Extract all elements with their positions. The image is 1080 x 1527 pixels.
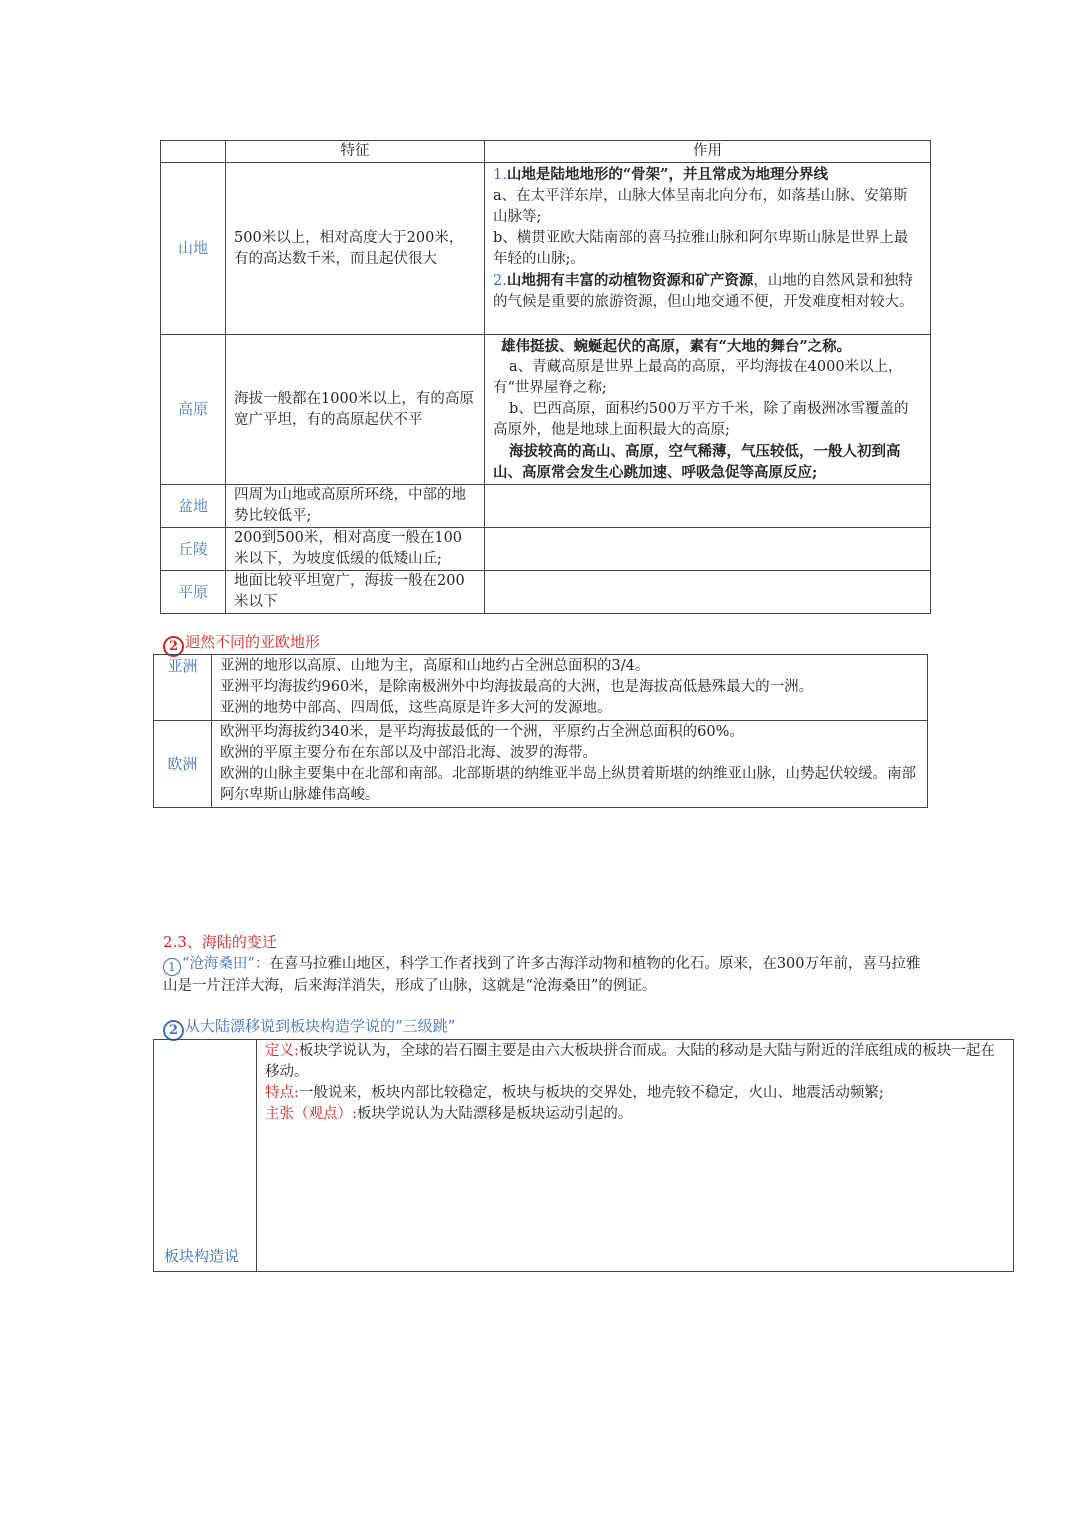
- asia-content: [212, 655, 928, 721]
- label-plain: 平原: [161, 571, 226, 614]
- plateau-point-2: 海拔较高的高山、高原，空气稀薄，气压较低，一般人初到高山、高原常会发生心跳加速、呼吸急促等高原反应;: [493, 443, 901, 481]
- features-basin: 四周为山地或高原所环绕，中部的地势比较低平;: [226, 485, 485, 528]
- section2-title: 迥然不同的亚欧地形: [185, 633, 321, 651]
- functions-hills: [485, 528, 931, 571]
- plate-content: [257, 1040, 1014, 1272]
- mountain-point-2-rest: ，山地的自然风景和独特的气候是重要的旅游资源，但山地交通不便，开发难度相对较大。: [493, 273, 914, 310]
- num-2: 2.: [493, 273, 507, 289]
- section23-title: 2.3、海陆的变迁: [163, 933, 277, 951]
- table-header-row: [161, 141, 931, 163]
- features-plateau: 海拔一般都在1000米以上，有的高原宽广平坦，有的高原起伏不平: [226, 335, 485, 485]
- mountain-point-b: b、横贯亚欧大陆南部的喜马拉雅山脉和阿尔卑斯山脉是世界上最年轻的山脉;。: [493, 230, 909, 267]
- table-row-plain: [161, 571, 931, 614]
- section23-item1: [163, 954, 923, 997]
- claim-label: 主张（观点）:: [265, 1106, 357, 1122]
- functions-basin: [485, 485, 931, 528]
- table-row-asia: [154, 655, 928, 721]
- item1-label: [163, 956, 269, 972]
- europe-content: [212, 721, 928, 808]
- functions-mountain: [485, 163, 931, 335]
- features-plain: 地面比较平坦宽广，海拔一般在200米以下: [226, 571, 485, 614]
- plateau-point-a: a、青藏高原是世界上最高的高原，平均海拔在4000米以上，有“世界屋脊之称;: [493, 359, 903, 396]
- plate-definition: [265, 1041, 1005, 1083]
- definition-text: 板块学说认为，全球的岩石圈主要是由六大板块拼合而成。大陆的移动是大陆与附近的洋底组成的板块一起在移动。: [265, 1043, 995, 1080]
- europe-line-2: 欧洲的平原主要分布在东部以及中部沿北海、波罗的海带。: [220, 745, 597, 761]
- plateau-point-1: 雄伟挺拔、蜿蜒起伏的高原，素有“大地的舞台”之称。: [501, 338, 852, 355]
- label-hills: 丘陵: [161, 528, 226, 571]
- circle-number-icon: 1: [163, 958, 181, 976]
- header-functions: 作用: [485, 141, 931, 163]
- mountain-point-2-bold: 山地拥有丰富的动植物资源和矿产资源: [506, 272, 754, 289]
- label-mountain: 山地: [161, 163, 226, 335]
- label-basin: 盆地: [161, 485, 226, 528]
- plate-tectonics-table: [153, 1039, 1014, 1272]
- functions-plain: [485, 571, 931, 614]
- asia-line-1: 亚洲的地形以高原、山地为主，高原和山地约占全洲总面积的3/4。: [220, 658, 650, 674]
- feature-text: 一般说来，板块内部比较稳定，板块与板块的交界处，地壳较不稳定，火山、地震活动频繁;: [298, 1085, 884, 1101]
- table-row-europe: [154, 721, 928, 808]
- features-hills: 200到500米，相对高度一般在100米以下，为坡度低缓的低矮山丘;: [226, 528, 485, 571]
- table-row-basin: [161, 485, 931, 528]
- mountain-point-1: [493, 164, 922, 186]
- mountain-point-2: [493, 270, 922, 313]
- asia-line-2: 亚洲平均海拔约960米，是除南极洲外中均海拔最高的大洲，也是海拔高低悬殊最大的一洲。: [220, 679, 814, 695]
- header-features: 特征: [226, 141, 485, 163]
- features-mountain: 500米以上，相对高度大于200米，有的高达数千米，而且起伏很大: [226, 163, 485, 335]
- definition-label: 定义:: [265, 1043, 299, 1059]
- asia-line-3: 亚洲的地势中部高、四周低，这些高原是许多大河的发源地。: [220, 700, 612, 716]
- label-plate-tectonics: 板块构造说: [154, 1040, 257, 1272]
- item1-title: “沧海桑田”：: [182, 956, 270, 972]
- landform-table: [160, 140, 931, 614]
- feature-label: 特点:: [265, 1085, 299, 1101]
- asia-europe-table: [153, 654, 928, 808]
- header-empty: [161, 141, 226, 163]
- claim-text: 板块学说认为大陆漂移是板块运动引起的。: [356, 1106, 633, 1122]
- circle-number-icon: 2: [163, 1020, 184, 1041]
- plate-feature: [265, 1083, 1005, 1104]
- plateau-point-b: b、巴西高原，面积约500万平方千米，除了南极洲冰雪覆盖的高原外，他是地球上面积最大的高原;: [493, 401, 909, 438]
- label-asia: 亚洲: [154, 655, 212, 721]
- europe-line-1: 欧洲平均海拔约340米，是平均海拔最低的一个洲，平原约占全洲总面积的60%。: [220, 724, 744, 740]
- circle-number-icon: 2: [163, 636, 184, 657]
- mountain-point-1-title: 山地是陆地地形的“骨架”，并且常成为地理分界线: [506, 166, 829, 183]
- item1-text: 在喜马拉雅山地区，科学工作者找到了许多古海洋动物和植物的化石。原来，在300万年前，喜马拉雅山是一片汪洋大海，后来海洋消失，形成了山脉，这就是“沧海桑田”的例证。: [163, 956, 921, 994]
- section23-item2-heading: [163, 1016, 455, 1041]
- table-row-plate: [154, 1040, 1014, 1272]
- functions-plateau: [485, 335, 931, 485]
- plate-claim: [265, 1104, 1005, 1125]
- num-1: 1.: [493, 167, 507, 183]
- table-row-hills: [161, 528, 931, 571]
- table-row-plateau: [161, 335, 931, 485]
- mountain-point-a: a、在太平洋东岸，山脉大体呈南北向分布，如落基山脉、安第斯山脉等;: [493, 188, 908, 225]
- table-row-mountain: [161, 163, 931, 335]
- label-europe: 欧洲: [154, 721, 212, 808]
- item2-title: 从大陆漂移说到板块构造学说的“三级跳”: [185, 1017, 456, 1035]
- europe-line-3: 欧洲的山脉主要集中在北部和南部。北部斯堪的纳维亚半岛上纵贯着斯堪的纳维亚山脉，山势起伏较缓。南部阿尔卑斯山脉雄伟高峻。: [220, 766, 916, 803]
- label-plateau: 高原: [161, 335, 226, 485]
